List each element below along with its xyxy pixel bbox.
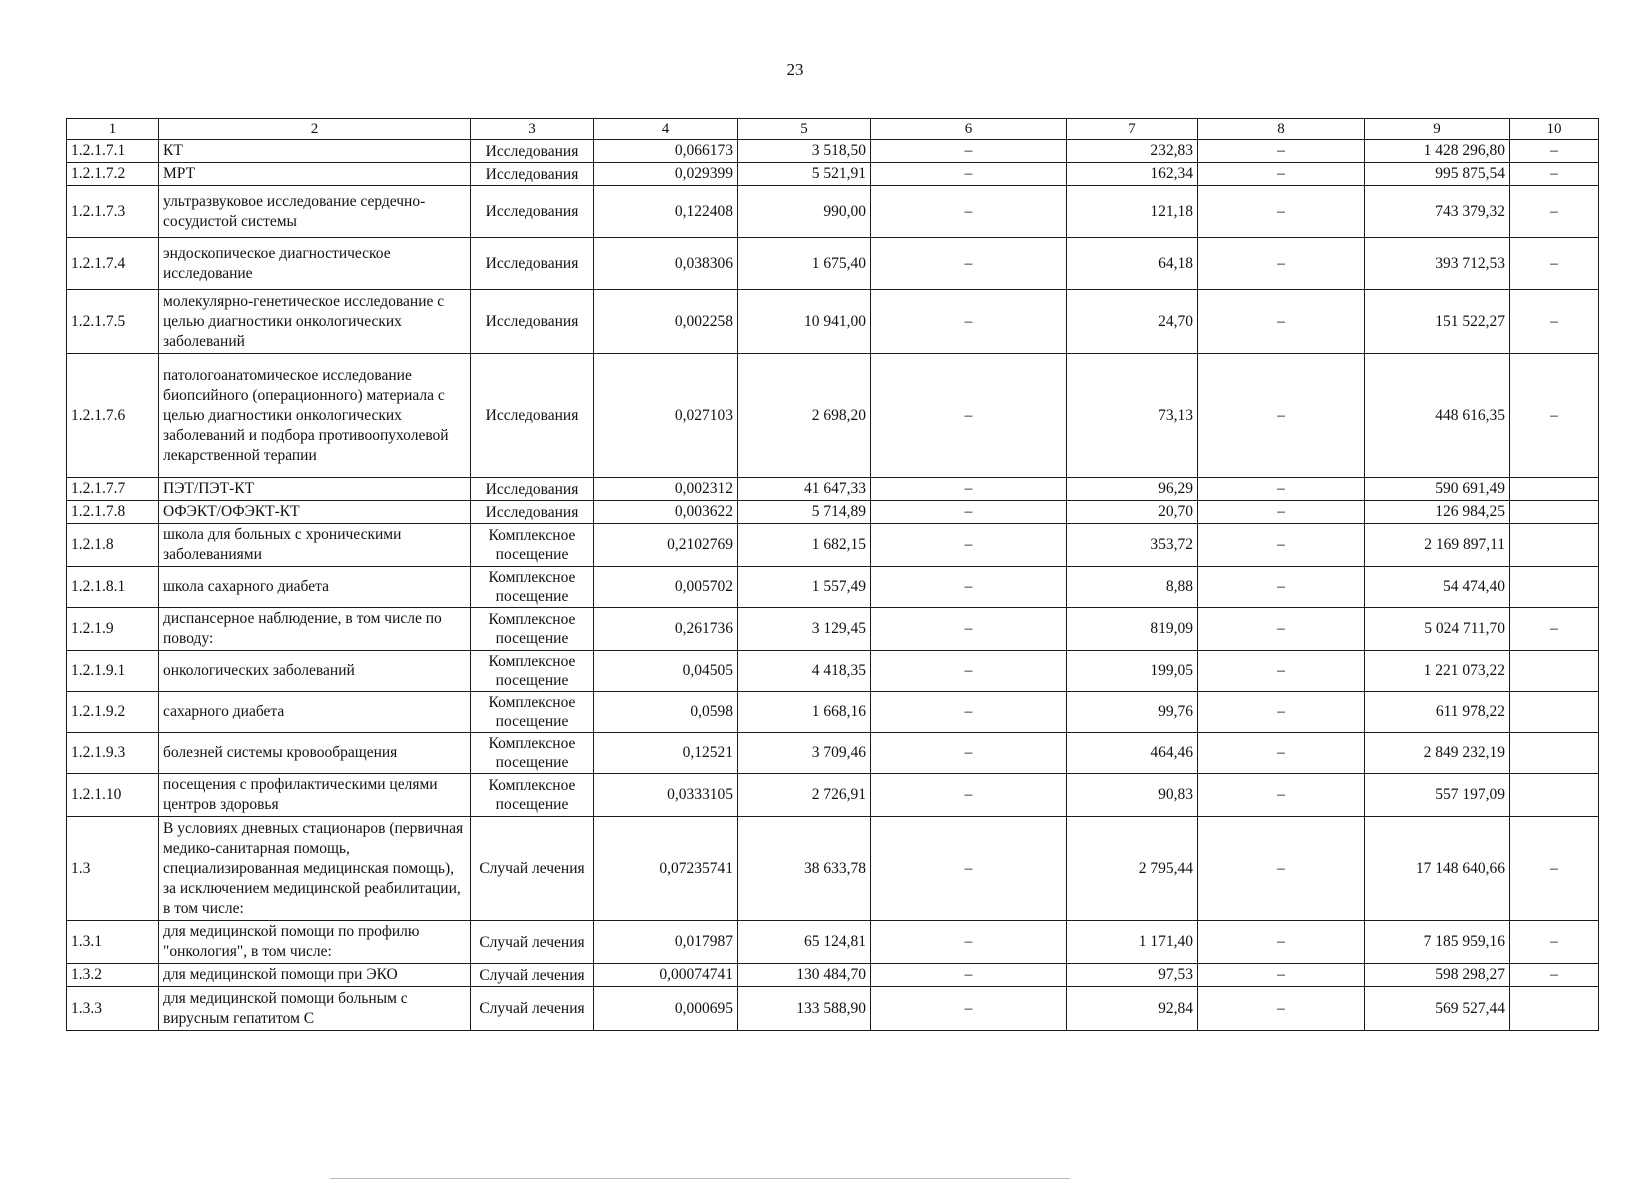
row-code: 1.2.1.7.6 <box>67 354 159 478</box>
row-col10: – <box>1510 163 1599 186</box>
row-name: школа сахарного диабета <box>159 567 471 608</box>
row-unit: Исследования <box>471 354 594 478</box>
row-col7: 199,05 <box>1067 651 1198 692</box>
row-col9: 995 875,54 <box>1365 163 1510 186</box>
row-col5: 1 557,49 <box>738 567 871 608</box>
header-cell: 7 <box>1067 119 1198 140</box>
row-col10: – <box>1510 608 1599 651</box>
row-col7: 8,88 <box>1067 567 1198 608</box>
row-col8: – <box>1198 501 1365 524</box>
row-col4: 0,00074741 <box>594 964 738 987</box>
row-code: 1.2.1.7.3 <box>67 186 159 238</box>
row-name: диспансерное наблюдение, в том числе по поводу: <box>159 608 471 651</box>
row-name: сахарного диабета <box>159 692 471 733</box>
row-unit: Исследования <box>471 186 594 238</box>
row-name: патологоанатомическое исследование биопсийного (операционного) материала с целью диагностики онкологических заболеваний и подбора противоопухолевой лекарственной терапии <box>159 354 471 478</box>
header-cell: 2 <box>159 119 471 140</box>
row-code: 1.2.1.10 <box>67 774 159 817</box>
table-row <box>67 567 1599 608</box>
row-code: 1.2.1.9 <box>67 608 159 651</box>
row-name: эндоскопическое диагностическое исследование <box>159 238 471 290</box>
row-code: 1.3.3 <box>67 987 159 1031</box>
row-col9: 393 712,53 <box>1365 238 1510 290</box>
row-col8: – <box>1198 817 1365 921</box>
row-col4: 0,12521 <box>594 733 738 774</box>
scan-artifact-line <box>330 1178 1070 1179</box>
table-row <box>67 501 1599 524</box>
header-cell: 4 <box>594 119 738 140</box>
row-col7: 73,13 <box>1067 354 1198 478</box>
table-row <box>67 964 1599 987</box>
header-cell: 9 <box>1365 119 1510 140</box>
row-col10: – <box>1510 817 1599 921</box>
row-col7: 20,70 <box>1067 501 1198 524</box>
row-col5: 2 698,20 <box>738 354 871 478</box>
row-name: для медицинской помощи по профилю "онкология", в том числе: <box>159 921 471 964</box>
row-col4: 0,003622 <box>594 501 738 524</box>
row-col4: 0,002258 <box>594 290 738 354</box>
row-col6: – <box>871 501 1067 524</box>
row-col10: – <box>1510 964 1599 987</box>
row-name: ультразвуковое исследование сердечно-сосудистой системы <box>159 186 471 238</box>
row-code: 1.2.1.9.1 <box>67 651 159 692</box>
row-col5: 3 518,50 <box>738 140 871 163</box>
page-number: 23 <box>786 60 804 79</box>
table-row <box>67 478 1599 501</box>
row-name: школа для больных с хроническими заболеваниями <box>159 524 471 567</box>
row-code: 1.2.1.7.2 <box>67 163 159 186</box>
row-col6: – <box>871 478 1067 501</box>
row-col10 <box>1510 501 1599 524</box>
row-col6: – <box>871 921 1067 964</box>
row-col5: 38 633,78 <box>738 817 871 921</box>
row-col9: 54 474,40 <box>1365 567 1510 608</box>
table-row <box>67 186 1599 238</box>
row-col4: 0,038306 <box>594 238 738 290</box>
row-col9: 17 148 640,66 <box>1365 817 1510 921</box>
row-col7: 353,72 <box>1067 524 1198 567</box>
row-col6: – <box>871 238 1067 290</box>
row-code: 1.3.1 <box>67 921 159 964</box>
row-col4: 0,0333105 <box>594 774 738 817</box>
table-row <box>67 608 1599 651</box>
row-name: для медицинской помощи больным с вирусным гепатитом С <box>159 987 471 1031</box>
row-unit: Исследования <box>471 238 594 290</box>
table-row <box>67 163 1599 186</box>
row-code: 1.3.2 <box>67 964 159 987</box>
row-code: 1.2.1.7.7 <box>67 478 159 501</box>
row-col4: 0,261736 <box>594 608 738 651</box>
row-code: 1.2.1.7.4 <box>67 238 159 290</box>
row-col7: 464,46 <box>1067 733 1198 774</box>
row-code: 1.2.1.7.8 <box>67 501 159 524</box>
row-col8: – <box>1198 290 1365 354</box>
row-col5: 990,00 <box>738 186 871 238</box>
row-col4: 0,2102769 <box>594 524 738 567</box>
row-col9: 448 616,35 <box>1365 354 1510 478</box>
row-col5: 3 709,46 <box>738 733 871 774</box>
row-code: 1.2.1.8.1 <box>67 567 159 608</box>
row-col10 <box>1510 692 1599 733</box>
row-col5: 5 521,91 <box>738 163 871 186</box>
row-col6: – <box>871 354 1067 478</box>
row-col10: – <box>1510 921 1599 964</box>
row-col10: – <box>1510 186 1599 238</box>
row-col8: – <box>1198 567 1365 608</box>
row-col7: 819,09 <box>1067 608 1198 651</box>
row-col10 <box>1510 987 1599 1031</box>
table-row <box>67 524 1599 567</box>
row-unit: Случай лечения <box>471 987 594 1031</box>
row-unit: Случай лечения <box>471 817 594 921</box>
row-col9: 743 379,32 <box>1365 186 1510 238</box>
header-cell: 6 <box>871 119 1067 140</box>
row-col10 <box>1510 651 1599 692</box>
row-unit: Случай лечения <box>471 964 594 987</box>
row-code: 1.2.1.9.3 <box>67 733 159 774</box>
row-col5: 3 129,45 <box>738 608 871 651</box>
row-col10 <box>1510 733 1599 774</box>
row-col5: 2 726,91 <box>738 774 871 817</box>
row-col6: – <box>871 774 1067 817</box>
row-name: молекулярно-генетическое исследование с целью диагностики онкологических заболеваний <box>159 290 471 354</box>
row-col5: 5 714,89 <box>738 501 871 524</box>
row-col6: – <box>871 987 1067 1031</box>
row-col7: 162,34 <box>1067 163 1198 186</box>
row-col5: 1 668,16 <box>738 692 871 733</box>
table-row <box>67 651 1599 692</box>
row-col10: – <box>1510 290 1599 354</box>
row-name: для медицинской помощи при ЭКО <box>159 964 471 987</box>
row-col7: 232,83 <box>1067 140 1198 163</box>
table-row <box>67 774 1599 817</box>
row-unit: Комплексное посещение <box>471 651 594 692</box>
row-col4: 0,066173 <box>594 140 738 163</box>
row-col5: 1 675,40 <box>738 238 871 290</box>
row-col8: – <box>1198 608 1365 651</box>
row-col8: – <box>1198 964 1365 987</box>
row-unit: Случай лечения <box>471 921 594 964</box>
row-col8: – <box>1198 524 1365 567</box>
row-name: ПЭТ/ПЭТ-КТ <box>159 478 471 501</box>
row-col4: 0,027103 <box>594 354 738 478</box>
row-col4: 0,002312 <box>594 478 738 501</box>
row-col10 <box>1510 774 1599 817</box>
row-col6: – <box>871 651 1067 692</box>
row-col8: – <box>1198 478 1365 501</box>
row-name: В условиях дневных стационаров (первичная медико-санитарная помощь, специализированная медицинская помощь), за исключением медицинской реабилитации, в том числе: <box>159 817 471 921</box>
table-row <box>67 290 1599 354</box>
header-cell: 3 <box>471 119 594 140</box>
row-col8: – <box>1198 186 1365 238</box>
row-unit: Комплексное посещение <box>471 524 594 567</box>
row-col5: 130 484,70 <box>738 964 871 987</box>
row-col9: 1 221 073,22 <box>1365 651 1510 692</box>
row-col6: – <box>871 692 1067 733</box>
row-col10: – <box>1510 238 1599 290</box>
row-unit: Исследования <box>471 501 594 524</box>
row-col8: – <box>1198 354 1365 478</box>
row-unit: Исследования <box>471 290 594 354</box>
row-col4: 0,000695 <box>594 987 738 1031</box>
row-col7: 96,29 <box>1067 478 1198 501</box>
row-col9: 590 691,49 <box>1365 478 1510 501</box>
table-row <box>67 238 1599 290</box>
row-col7: 64,18 <box>1067 238 1198 290</box>
row-col8: – <box>1198 921 1365 964</box>
row-col4: 0,0598 <box>594 692 738 733</box>
row-col4: 0,029399 <box>594 163 738 186</box>
row-unit: Комплексное посещение <box>471 733 594 774</box>
row-col7: 97,53 <box>1067 964 1198 987</box>
row-col6: – <box>871 964 1067 987</box>
row-col4: 0,005702 <box>594 567 738 608</box>
table-row <box>67 921 1599 964</box>
row-col7: 99,76 <box>1067 692 1198 733</box>
row-col9: 151 522,27 <box>1365 290 1510 354</box>
row-col7: 90,83 <box>1067 774 1198 817</box>
table-row <box>67 817 1599 921</box>
row-col8: – <box>1198 238 1365 290</box>
row-col5: 1 682,15 <box>738 524 871 567</box>
row-name: ОФЭКТ/ОФЭКТ-КТ <box>159 501 471 524</box>
row-col10: – <box>1510 354 1599 478</box>
row-col9: 126 984,25 <box>1365 501 1510 524</box>
row-col8: – <box>1198 651 1365 692</box>
row-col4: 0,017987 <box>594 921 738 964</box>
row-code: 1.2.1.9.2 <box>67 692 159 733</box>
row-col7: 2 795,44 <box>1067 817 1198 921</box>
row-unit: Комплексное посещение <box>471 774 594 817</box>
row-col4: 0,122408 <box>594 186 738 238</box>
row-col9: 569 527,44 <box>1365 987 1510 1031</box>
row-name: онкологических заболеваний <box>159 651 471 692</box>
row-name: посещения с профилактическими целями центров здоровья <box>159 774 471 817</box>
row-col5: 133 588,90 <box>738 987 871 1031</box>
row-col8: – <box>1198 163 1365 186</box>
row-col6: – <box>871 290 1067 354</box>
row-unit: Комплексное посещение <box>471 567 594 608</box>
row-col8: – <box>1198 733 1365 774</box>
row-col9: 598 298,27 <box>1365 964 1510 987</box>
data-table <box>66 118 1599 1031</box>
table-row <box>67 987 1599 1031</box>
row-col6: – <box>871 186 1067 238</box>
row-col9: 2 169 897,11 <box>1365 524 1510 567</box>
row-col8: – <box>1198 774 1365 817</box>
row-code: 1.2.1.7.1 <box>67 140 159 163</box>
row-col9: 611 978,22 <box>1365 692 1510 733</box>
header-cell: 1 <box>67 119 159 140</box>
row-col10 <box>1510 478 1599 501</box>
row-col10: – <box>1510 140 1599 163</box>
header-cell: 5 <box>738 119 871 140</box>
row-name: КТ <box>159 140 471 163</box>
table-row <box>67 140 1599 163</box>
row-col6: – <box>871 140 1067 163</box>
row-col9: 557 197,09 <box>1365 774 1510 817</box>
header-cell: 10 <box>1510 119 1599 140</box>
row-unit: Исследования <box>471 478 594 501</box>
row-col7: 1 171,40 <box>1067 921 1198 964</box>
row-unit: Комплексное посещение <box>471 608 594 651</box>
table-row <box>67 692 1599 733</box>
row-name: МРТ <box>159 163 471 186</box>
row-col9: 7 185 959,16 <box>1365 921 1510 964</box>
row-name: болезней системы кровообращения <box>159 733 471 774</box>
header-cell: 8 <box>1198 119 1365 140</box>
table-row <box>67 354 1599 478</box>
row-unit: Комплексное посещение <box>471 692 594 733</box>
row-code: 1.2.1.7.5 <box>67 290 159 354</box>
row-col5: 10 941,00 <box>738 290 871 354</box>
row-col6: – <box>871 733 1067 774</box>
row-col8: – <box>1198 140 1365 163</box>
row-col8: – <box>1198 987 1365 1031</box>
row-col8: – <box>1198 692 1365 733</box>
row-unit: Исследования <box>471 140 594 163</box>
row-col4: 0,07235741 <box>594 817 738 921</box>
row-col7: 24,70 <box>1067 290 1198 354</box>
row-col4: 0,04505 <box>594 651 738 692</box>
row-col7: 92,84 <box>1067 987 1198 1031</box>
row-col7: 121,18 <box>1067 186 1198 238</box>
row-code: 1.3 <box>67 817 159 921</box>
row-code: 1.2.1.8 <box>67 524 159 567</box>
table-row <box>67 733 1599 774</box>
row-col6: – <box>871 567 1067 608</box>
row-col5: 41 647,33 <box>738 478 871 501</box>
row-col9: 1 428 296,80 <box>1365 140 1510 163</box>
row-col9: 2 849 232,19 <box>1365 733 1510 774</box>
row-col10 <box>1510 524 1599 567</box>
row-col9: 5 024 711,70 <box>1365 608 1510 651</box>
row-col10 <box>1510 567 1599 608</box>
row-col6: – <box>871 817 1067 921</box>
row-col6: – <box>871 524 1067 567</box>
row-col5: 65 124,81 <box>738 921 871 964</box>
row-col6: – <box>871 608 1067 651</box>
row-col6: – <box>871 163 1067 186</box>
row-col5: 4 418,35 <box>738 651 871 692</box>
header-row <box>67 119 1599 140</box>
row-unit: Исследования <box>471 163 594 186</box>
